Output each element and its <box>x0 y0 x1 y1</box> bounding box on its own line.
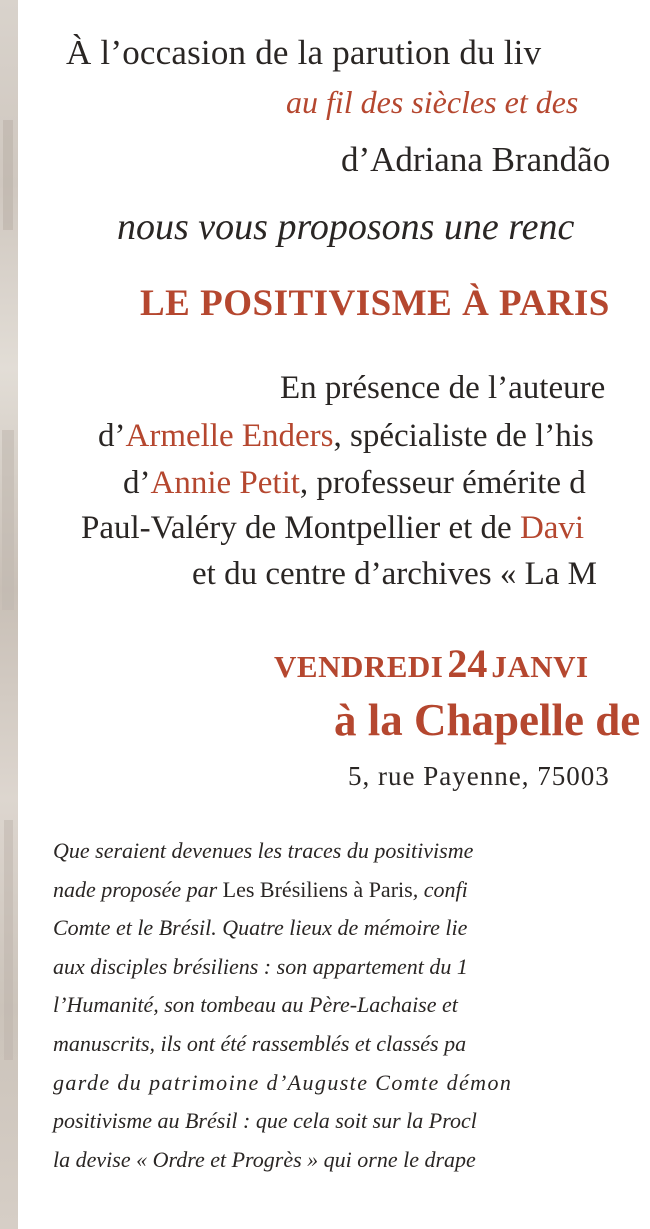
invitation-line: nous vous proposons une renc <box>117 206 575 248</box>
description-line: l’Humanité, son tombeau au Père-Lachaise et <box>53 992 458 1018</box>
description-text: nade proposée par <box>53 876 223 902</box>
speaker-title: , spécialiste de l’his <box>333 418 594 454</box>
prefix: d’ <box>98 418 126 454</box>
presence-line-3 <box>123 465 586 502</box>
author-line: d’Adriana Brandão <box>341 140 611 179</box>
event-address: 5, rue Payenne, 75003 <box>348 761 610 791</box>
description-line: garde du patrimoine d’Auguste Comte démon <box>53 1069 513 1095</box>
presence-line-4 <box>81 510 584 547</box>
event-date <box>274 640 589 687</box>
photo-texture <box>3 120 13 230</box>
background-photo-strip <box>0 0 18 1229</box>
prefix: d’ <box>123 465 151 501</box>
speaker-name: Annie Petit <box>150 465 300 501</box>
description-line: aux disciples brésiliens : son appartement du 1 <box>53 953 468 979</box>
description-line: Que seraient devenues les traces du positivisme <box>53 838 474 863</box>
event-heading: LE POSITIVISME À PARIS <box>140 283 610 324</box>
speaker-name: Davi <box>519 510 585 546</box>
speaker-name: Armelle Enders <box>125 418 334 454</box>
event-day-word: VENDREDI <box>274 649 444 684</box>
description-paragraph <box>53 832 650 1179</box>
presence-line-5: et du centre d’archives « La M <box>192 556 597 592</box>
organization-name: Les Brésiliens à Paris <box>222 876 413 902</box>
description-line <box>53 871 650 910</box>
event-venue: à la Chapelle de <box>334 695 641 745</box>
description-line: Comte et le Brésil. Quatre lieux de mémoire lie <box>53 915 468 941</box>
event-month: JANVI <box>491 649 589 684</box>
presence-line-1: En présence de l’auteure <box>280 370 606 406</box>
description-line: manuscrits, ils ont été rassemblés et classés pa <box>53 1030 467 1056</box>
speaker-title: , professeur émérite d <box>299 465 586 501</box>
description-line: positivisme au Brésil : que cela soit sur la Procl <box>53 1108 477 1134</box>
presence-line-2 <box>98 418 594 455</box>
description-line: la devise « Ordre et Progrès » qui orne le drape <box>53 1146 476 1172</box>
photo-texture <box>4 820 13 1060</box>
affiliation-text: Paul-Valéry de Montpellier et de <box>81 510 520 546</box>
description-text: , confi <box>412 876 468 902</box>
invitation-text <box>18 0 650 1229</box>
photo-texture <box>2 430 14 610</box>
intro-line-1: À l’occasion de la parution du liv <box>66 33 542 72</box>
book-title-line: au fil des siècles et des <box>286 84 579 120</box>
event-day-number: 24 <box>447 641 488 686</box>
